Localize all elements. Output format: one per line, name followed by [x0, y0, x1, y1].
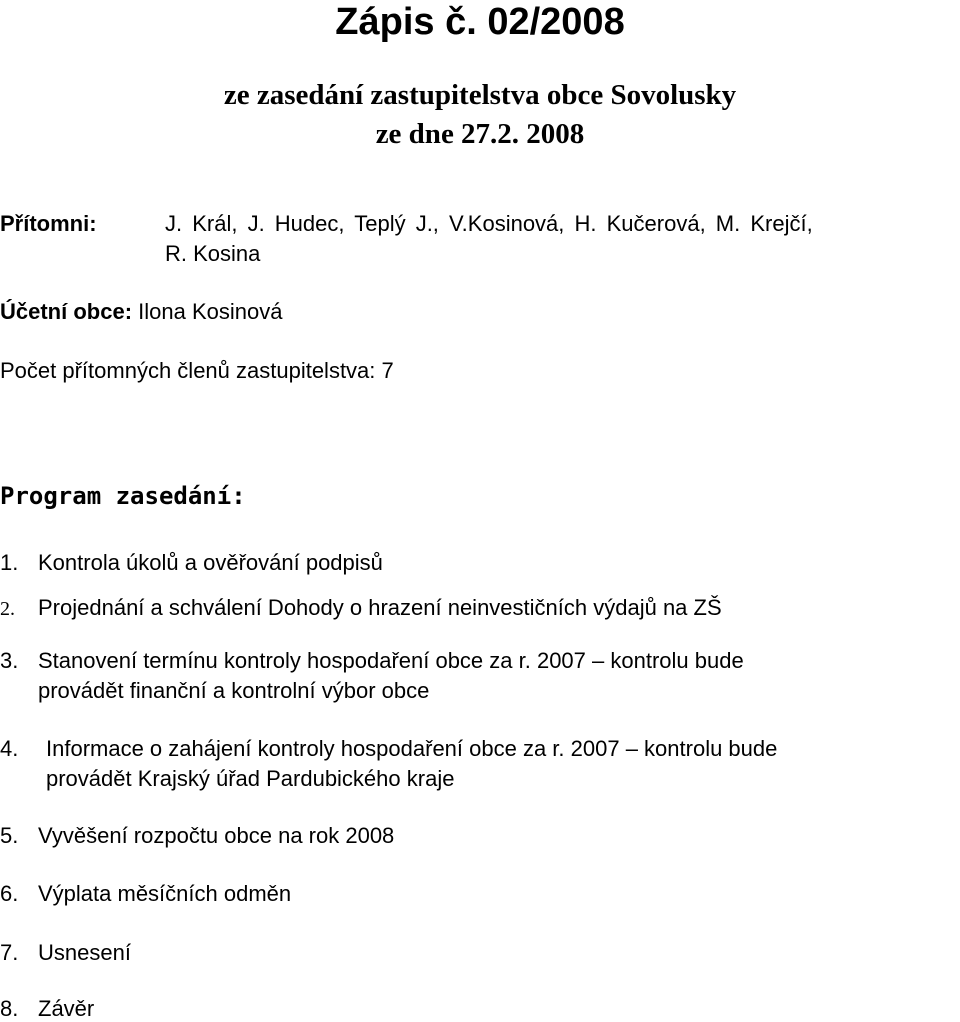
present-label-text: Přítomni: — [0, 211, 97, 236]
program-heading: Program zasedání: — [0, 482, 246, 510]
accountant-row — [0, 299, 282, 325]
program-item-8 — [0, 996, 18, 1022]
members-count-value: 7 — [381, 358, 394, 383]
program-item-4-text-line1: Informace o zahájení kontroly hospodaření obce za r. 2007 – kontrolu bude — [46, 736, 778, 761]
program-item-number: 6. — [0, 881, 19, 906]
program-item-8-text: Závěr — [38, 996, 95, 1021]
members-count-row — [0, 358, 394, 384]
program-item-5 — [0, 823, 18, 849]
meeting-date: ze dne 27.2. 2008 — [375, 118, 585, 150]
program-item-number: 4. — [0, 736, 19, 761]
program-item-7 — [0, 940, 18, 966]
program-item-number: 3. — [0, 648, 19, 673]
program-item-number: 5. — [0, 823, 19, 848]
program-item-1-text: Kontrola úkolů a ověřování podpisů — [38, 550, 383, 575]
program-item-4 — [0, 736, 18, 762]
program-item-number: 8. — [0, 996, 19, 1021]
accountant-label: Účetní obce: — [0, 299, 133, 324]
program-item-3-text-line1: Stanovení termínu kontroly hospodaření obce za r. 2007 – kontrolu bude — [38, 648, 744, 673]
program-item-number: 1. — [0, 550, 19, 575]
program-item-number: 2. — [0, 598, 15, 620]
program-item-5-text: Vyvěšení rozpočtu obce na rok 2008 — [38, 823, 395, 848]
program-item-3-text-line2: provádět finanční a kontrolní výbor obce — [38, 678, 430, 703]
program-item-6 — [0, 881, 18, 907]
present-label — [0, 211, 97, 237]
members-count-label: Počet přítomných členů zastupitelstva: — [0, 358, 376, 383]
meeting-subtitle: ze zasedání zastupitelstva obce Sovolusky — [223, 79, 737, 111]
program-item-2 — [0, 595, 15, 622]
present-names-line2: R. Kosina — [165, 241, 261, 266]
program-item-3 — [0, 648, 18, 674]
program-item-1 — [0, 550, 18, 576]
program-item-number: 7. — [0, 940, 19, 965]
accountant-name: Ilona Kosinová — [138, 299, 283, 324]
present-names-line1: J. Král, J. Hudec, Teplý J., V.Kosinová, H. Kučerová, M. Krejčí, — [165, 211, 813, 236]
program-item-6-text: Výplata měsíčních odměn — [38, 881, 292, 906]
program-item-7-text: Usnesení — [38, 940, 131, 965]
document-title: Zápis č. 02/2008 — [335, 1, 625, 43]
program-item-2-text: Projednání a schválení Dohody o hrazení neinvestičních výdajů na ZŠ — [38, 595, 722, 620]
program-item-4-text-line2: provádět Krajský úřad Pardubického kraje — [46, 766, 455, 791]
